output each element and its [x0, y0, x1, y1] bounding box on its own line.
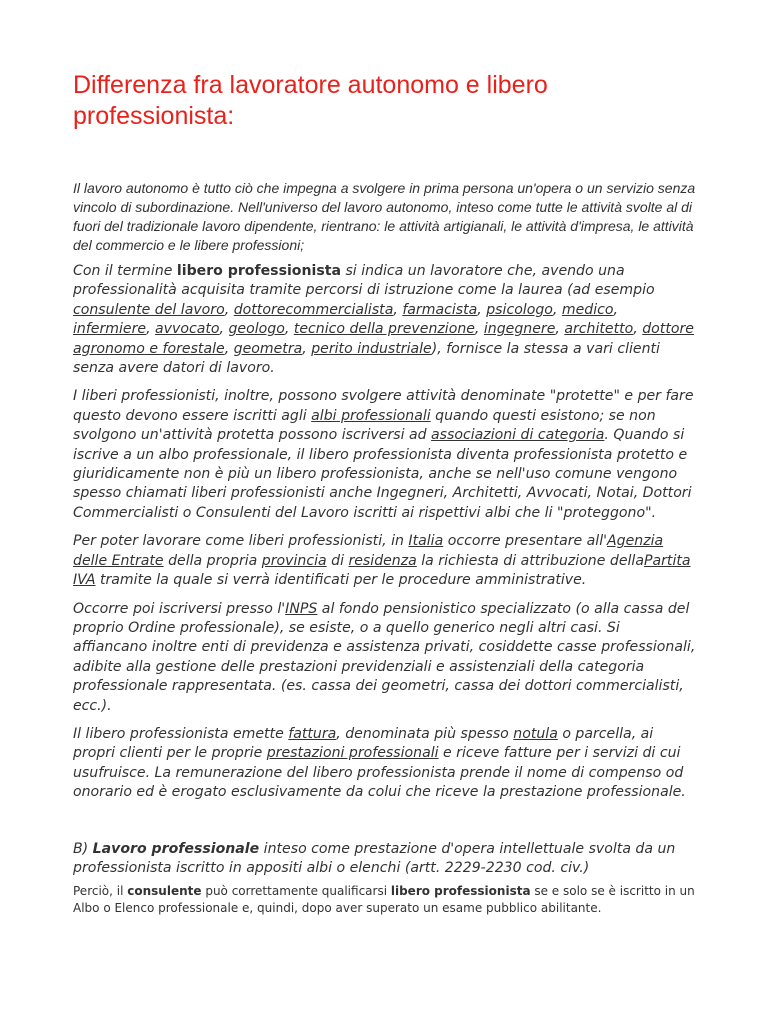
link-psicologo[interactable]: psicologo — [486, 301, 553, 318]
bold-term: libero professionista — [390, 884, 531, 899]
bold-term: consulente — [127, 884, 202, 899]
text-run: al fondo pensionistico specializzato (o alla cassa del proprio Ordine professionale), se esiste, o a quello generico negli altri casi. Si affiancano inoltre enti di previdenza e assistenza privati, cosiddette casse professionali, adibite alla gestione delle prestazioni previdenziali e assistenziali della categoria professionale rappresentata. (es. cassa dei geometri, cassa dei dottori commercialisti, ecc.). — [73, 600, 696, 714]
text-run: tramite la quale si verrà identificati per le procedure amministrative. — [95, 572, 587, 589]
separator: , — [393, 301, 403, 318]
separator: , — [474, 321, 484, 338]
separator: , — [552, 301, 562, 318]
paragraph-attivita-protette — [73, 387, 698, 523]
text-run: occorre presentare all' — [443, 533, 607, 550]
text-run: della propria — [163, 552, 262, 569]
link-architetto[interactable]: architetto — [564, 321, 634, 338]
text-run: B) — [73, 840, 93, 857]
separator: , — [224, 340, 234, 357]
text-run: si indica un lavoratore che, avendo una professionalità acquisita tramite percorsi di istruzione come la laurea (ad esempio — [73, 263, 655, 299]
text-run: I liberi professionisti, inoltre, possono svolgere attività denominate "protette" e per fare questo devono essere iscritti agli — [73, 388, 694, 424]
paragraph-inps — [73, 600, 698, 716]
separator: , — [219, 321, 229, 338]
text-run: può correttamente qualificarsi — [201, 884, 391, 899]
paragraph-consulente — [73, 883, 698, 916]
text-run: o parcella, ai propri clienti per le proprie — [73, 725, 654, 762]
separator: , — [146, 321, 156, 338]
text-run: la richiesta di attribuzione della — [416, 552, 644, 569]
link-dottorecommercialista[interactable]: dottorecommercialista — [233, 301, 394, 318]
text-run: inteso come prestazione d'opera intellettuale svolta da un professionista iscritto in appositi albi o elenchi (artt. 2229-2230 cod. civ.) — [73, 840, 676, 876]
separator: , — [613, 301, 619, 318]
intro-paragraph: Il lavoro autonomo è tutto ciò che impegna a svolgere in prima persona un'opera o un servizio senza vincolo di subordinazione. Nell'universo del lavoro autonomo, inteso come tutte le attività svolte al di fuori del tradizionale lavoro dipendente, rientrano: le attività artigianali, le attività d'impresa, le attività del commercio e le libere professioni; — [73, 180, 696, 253]
text-run: quando questi esistono; se non svolgono un'attività protetta possono iscriversi ad — [73, 407, 656, 444]
link-avvocato[interactable]: avvocato — [155, 321, 220, 338]
link-associazioni-di-categoria[interactable]: associazioni di categoria — [431, 427, 605, 444]
text-run: Per poter lavorare come liberi professionisti, in — [73, 533, 409, 550]
link-fattura[interactable]: fattura — [288, 725, 337, 742]
separator: , — [302, 340, 312, 357]
text-run: Con il termine — [73, 263, 177, 279]
text-run: di — [326, 552, 349, 569]
paragraph-partita-iva — [73, 532, 698, 590]
text-run: Occorre poi iscriversi presso l' — [73, 600, 286, 617]
text-run: ), fornisce la stessa a vari clienti senza avere datori di lavoro. — [73, 340, 660, 377]
text-run: Il libero professionista emette — [73, 725, 289, 742]
link-farmacista[interactable]: farmacista — [402, 301, 478, 318]
paragraph-libero-professionista — [73, 262, 698, 378]
paragraph-fattura — [73, 725, 698, 803]
text-run: , denominata più spesso — [336, 725, 514, 742]
separator: , — [284, 321, 294, 338]
link-agenzia-delle-entrate[interactable]: Agenzia delle Entrate — [73, 533, 664, 569]
bold-term: Lavoro professionale — [92, 840, 260, 857]
link-inps[interactable]: INPS — [285, 600, 318, 617]
link-provincia[interactable]: provincia — [261, 552, 327, 569]
document-title: Differenza fra lavoratore autonomo e libero professionista: — [73, 71, 548, 130]
link-dottore-agronomo-e-forestale[interactable]: dottore agronomo e forestale — [73, 321, 694, 357]
separator: , — [477, 301, 487, 318]
separator: , — [633, 321, 643, 338]
link-notula[interactable]: notula — [513, 725, 558, 742]
text-run: . Quando si iscrive a un albo professionale, il libero professionista diventa professionista protetto e giuridicamente non è più un libero professionista, anche se nell'uso comune vengono spesso chiamati liberi professionisti anche Ingegneri, Architetti, Avvocati, Notai, Dottori Commercialisti o Consulenti del Lavoro iscritti ai rispettivi albi che li "proteggono". — [73, 427, 692, 521]
separator: , — [555, 321, 565, 338]
link-partita-iva[interactable]: Partita IVA — [73, 552, 691, 589]
text-run: se e solo se è iscritto in un Albo o Elenco professionale e, quindi, dopo aver superato un esame pubblico abilitante. — [73, 884, 695, 915]
link-ingegnere[interactable]: ingegnere — [483, 321, 556, 338]
link-geometra[interactable]: geometra — [233, 340, 303, 357]
separator: , — [224, 301, 234, 318]
link-infermiere[interactable]: infermiere — [73, 321, 147, 338]
link-prestazioni-professionali[interactable]: prestazioni professionali — [266, 745, 439, 762]
paragraph-lavoro-professionale — [73, 840, 698, 879]
link-consulente-del-lavoro[interactable]: consulente del lavoro — [73, 301, 225, 318]
link-tecnico-della-prevenzione[interactable]: tecnico della prevenzione — [293, 321, 475, 338]
link-albi-professionali[interactable]: albi professionali — [311, 407, 431, 424]
bold-term: libero professionista — [176, 263, 341, 279]
link-italia[interactable]: Italia — [408, 533, 444, 550]
link-medico[interactable]: medico — [561, 301, 614, 318]
link-residenza[interactable]: residenza — [348, 552, 417, 569]
link-perito-industriale[interactable]: perito industriale — [311, 340, 432, 357]
text-run: Perciò, il — [73, 884, 128, 899]
link-geologo[interactable]: geologo — [228, 321, 285, 338]
text-run: e riceve fatture per i servizi di cui usufruisce. La remunerazione del libero professionista prende il nome di compenso od onorario ed è erogato esclusivamente da colui che riceve la prestazione professionale. — [73, 745, 686, 801]
